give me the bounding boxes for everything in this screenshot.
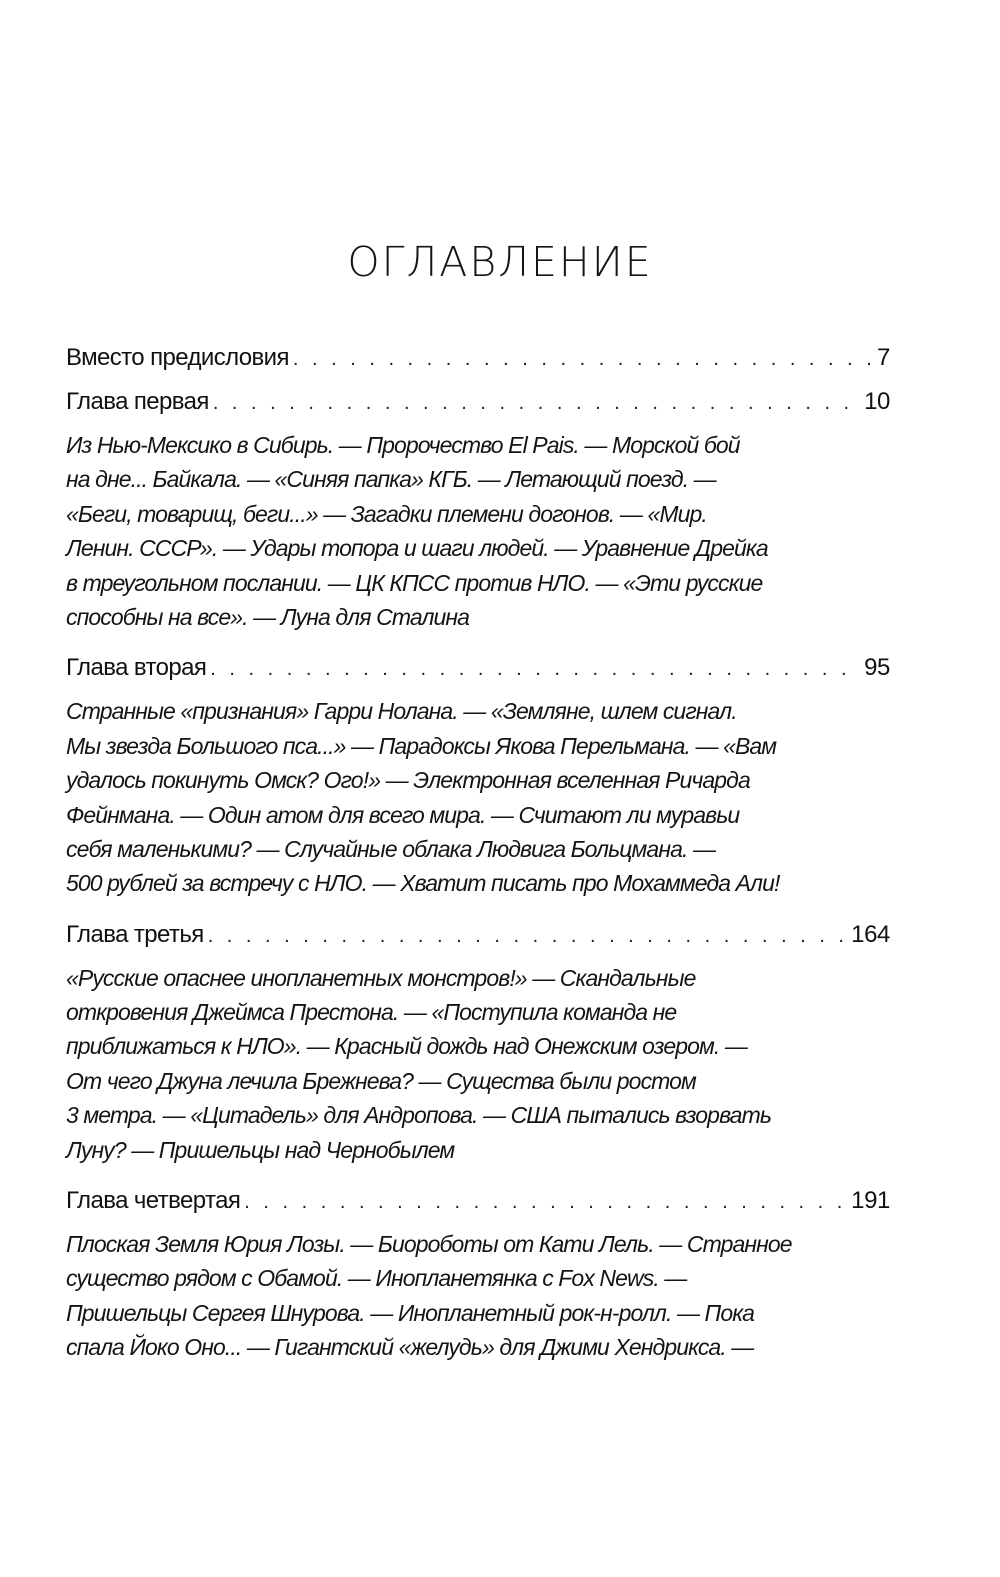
summary-line: на дне... Байкала. — «Синяя папка» КГБ. — Летающий поезд. — <box>66 466 716 493</box>
table-of-contents <box>66 344 890 1365</box>
summary-line: спала Йоко Оно... — Гигантский «желудь» для Джими Хендрикса. — <box>66 1334 754 1361</box>
summary-line: Ленин. СССР». — Удары топора и шаги людей. — Уравнение Дрейка <box>66 535 768 562</box>
chapter-3-summary <box>66 961 890 1167</box>
summary-line: Плоская Земля Юрия Лозы. — Биороботы от Кати Лель. — Странное <box>66 1231 792 1258</box>
summary-line: 500 рублей за встречу с НЛО. — Хватит писать про Мохаммеда Али! <box>66 870 780 897</box>
chapter-1-summary <box>66 428 890 634</box>
chapter-4-summary <box>66 1227 890 1365</box>
toc-entry-label: Глава четвертая <box>66 1187 241 1215</box>
summary-line: Фейнмана. — Один атом для всего мира. — Считают ли муравьи <box>66 801 740 828</box>
dot-leader <box>208 925 847 948</box>
dot-leader <box>244 1191 847 1214</box>
dot-leader <box>293 348 873 371</box>
dot-leader <box>210 658 860 681</box>
toc-entry-chapter-1[interactable] <box>66 388 890 422</box>
toc-entry-chapter-4[interactable] <box>66 1187 890 1221</box>
toc-page-number: 10 <box>864 388 890 415</box>
toc-entry-label: Глава третья <box>66 920 204 948</box>
toc-page-number: 7 <box>877 344 890 371</box>
summary-line: приближаться к НЛО». — Красный дождь над Онежским озером. — <box>66 1033 747 1060</box>
toc-entry-label: Вместо предисловия <box>66 344 289 371</box>
summary-line: в треугольном послании. — ЦК КПСС против НЛО. — «Эти русские <box>66 569 763 596</box>
toc-page-number: 191 <box>851 1187 890 1215</box>
page-title: ОГЛАВЛЕНИЕ <box>347 238 653 286</box>
summary-line: Мы звезда Большого пса...» — Парадоксы Якова Перельмана. — «Вам <box>66 732 777 759</box>
toc-page-number: 95 <box>864 654 890 682</box>
summary-line: «Русские опаснее инопланетных монстров!» — Скандальные <box>66 964 696 991</box>
summary-line: «Беги, товарищ, беги...» — Загадки племени догонов. — «Мир. <box>66 500 707 527</box>
summary-line: Луну? — Пришельцы над Чернобылем <box>66 1136 455 1163</box>
summary-line: откровения Джеймса Престона. — «Поступила команда не <box>66 999 677 1026</box>
summary-line: От чего Джуна лечила Брежнева? — Существа были ростом <box>66 1067 696 1094</box>
toc-entry-chapter-3[interactable] <box>66 921 890 955</box>
summary-line: способны на все». — Луна для Сталина <box>66 603 470 630</box>
summary-line: удалось покинуть Омск? Ого!» — Электронная вселенная Ричарда <box>66 767 750 794</box>
toc-entry-label: Глава первая <box>66 388 209 415</box>
toc-entry-chapter-2[interactable] <box>66 654 890 688</box>
toc-entry-preface[interactable] <box>66 344 890 378</box>
chapter-2-summary <box>66 694 890 900</box>
toc-entry-label: Глава вторая <box>66 654 207 682</box>
summary-line: 3 метра. — «Цитадель» для Андропова. — США пытались взорвать <box>66 1102 772 1129</box>
summary-line: существо рядом с Обамой. — Инопланетянка с Fox News. — <box>66 1265 687 1292</box>
summary-line: Пришельцы Сергея Шнурова. — Инопланетный рок-н-ролл. — Пока <box>66 1299 755 1326</box>
summary-line: Из Нью-Мексико в Сибирь. — Пророчество El Pais. — Морской бой <box>66 432 740 458</box>
summary-line: себя маленькими? — Случайные облака Людвига Больцмана. — <box>66 835 716 862</box>
dot-leader <box>213 392 860 415</box>
summary-line: Странные «признания» Гарри Нолана. — «Земляне, шлем сигнал. <box>66 698 737 725</box>
toc-page-number: 164 <box>851 920 890 948</box>
